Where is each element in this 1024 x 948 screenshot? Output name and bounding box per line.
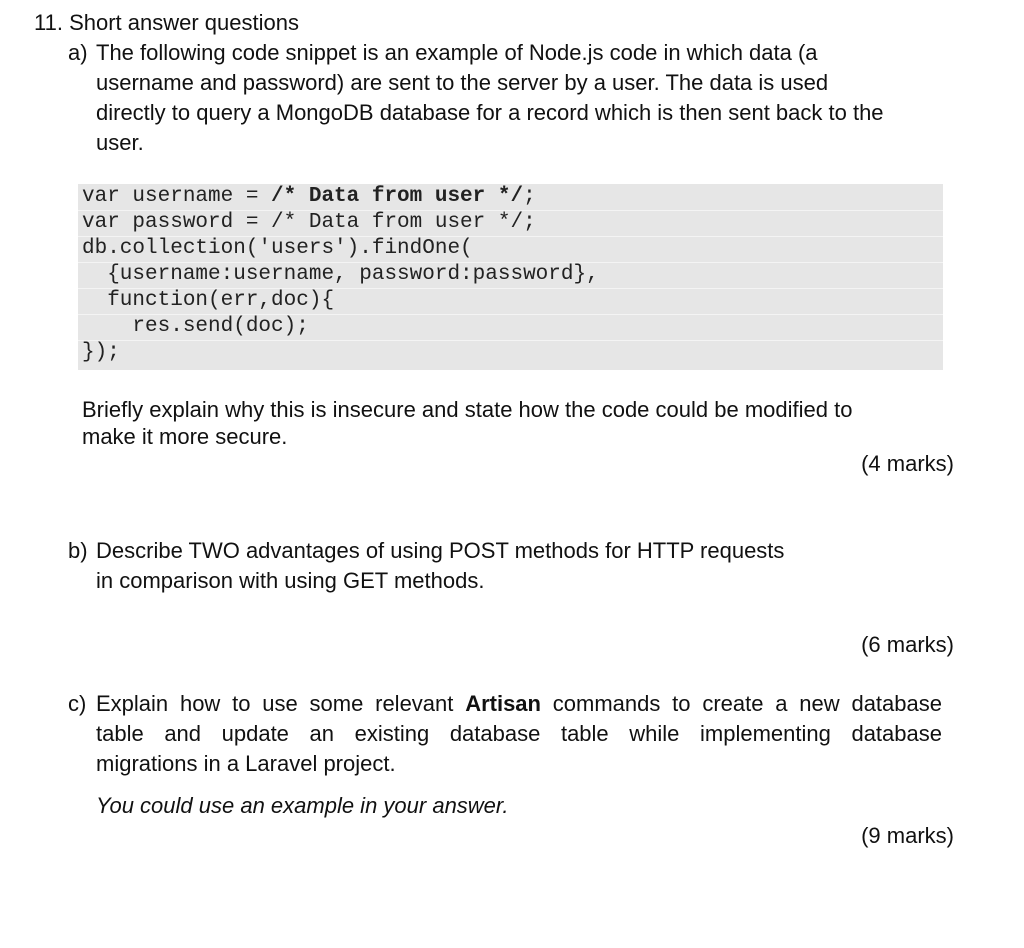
part-a-prompt-line: make it more secure. (82, 424, 288, 449)
code-divider (78, 340, 943, 341)
code-snippet (78, 184, 943, 370)
part-a-intro-line: directly to query a MongoDB database for a record which is then sent back to the (96, 100, 884, 125)
part-a-intro-line: username and password) are sent to the server by a user. The data is used (96, 70, 829, 95)
part-a-marks: (4 marks) (861, 451, 954, 476)
part-a-intro-line: The following code snippet is an example of Node.js code in which data (a (96, 40, 818, 65)
code-line-7: }); (82, 341, 120, 364)
part-b-line: Describe TWO advantages of using POST methods for HTTP requests (96, 538, 785, 563)
part-b-marks: (6 marks) (861, 632, 954, 657)
code-text: var username = (82, 185, 272, 208)
part-b-line: in comparison with using GET methods. (96, 568, 485, 593)
part-a-intro-line: user. (96, 130, 144, 155)
part-a-intro (96, 38, 942, 158)
part-a-prompt-line: Briefly explain why this is insecure and state how the code could be modified to (82, 397, 853, 422)
code-line-4: {username:username, password:password}, (82, 263, 599, 286)
code-text: ; (523, 185, 536, 208)
code-bold-comment: /* Data from user */ (271, 185, 524, 208)
code-line-6: res.send(doc); (82, 315, 309, 338)
part-c-text-pre: Explain how to use some relevant (96, 691, 466, 716)
code-line-3: db.collection('users').findOne( (82, 237, 473, 260)
part-c-text-post: commands to create a new database (540, 691, 942, 716)
part-c-line: table and update an existing database table while implementing database (96, 721, 942, 746)
part-c-marks: (9 marks) (861, 823, 954, 848)
part-c-line (96, 689, 942, 719)
part-c-text (96, 689, 942, 779)
part-a-marker: a) (68, 40, 88, 65)
part-c-line: migrations in a Laravel project. (96, 751, 396, 776)
question-heading: 11. Short answer questions (34, 10, 299, 35)
code-line-1 (82, 184, 536, 210)
code-line-5: function(err,doc){ (82, 289, 335, 312)
part-c-marker: c) (68, 691, 87, 716)
part-b-text (96, 536, 942, 596)
artisan-keyword: Artisan (465, 691, 541, 716)
part-b-marker: b) (68, 538, 88, 563)
code-line-2: var password = /* Data from user */; (82, 211, 536, 234)
part-c-example-note: You could use an example in your answer. (96, 793, 509, 818)
part-a-prompt (82, 396, 852, 450)
